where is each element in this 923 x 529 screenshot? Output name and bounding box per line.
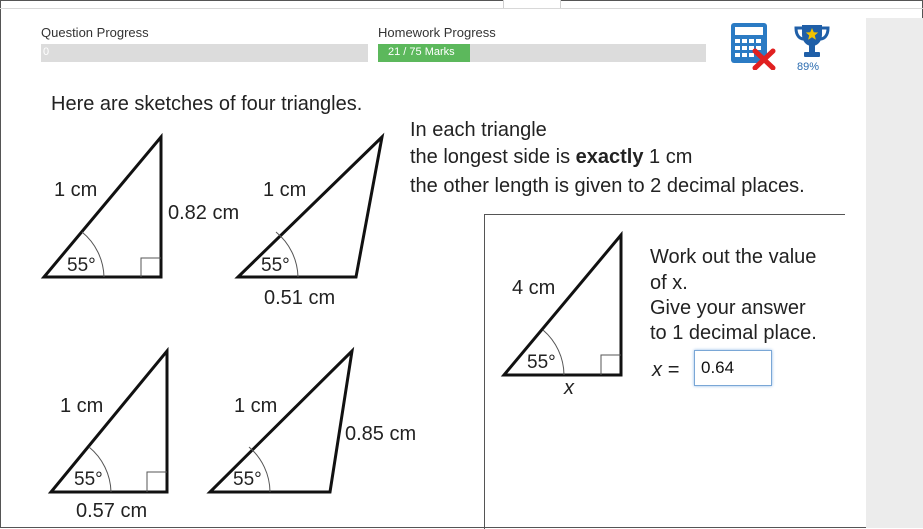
tri1-hyp-label: 1 cm — [54, 179, 98, 201]
right-angle-marker-3 — [147, 472, 167, 492]
info-line-3: the other length is given to 2 decimal places. — [410, 175, 805, 197]
tri2-hyp-label: 1 cm — [263, 179, 307, 201]
work-instruction-2: of x. — [650, 272, 688, 294]
tri3-side-label: 0.57 cm — [76, 500, 148, 522]
tri4-side-label: 0.85 cm — [345, 423, 417, 445]
answer-label: x = — [652, 359, 680, 381]
homework-progress-value: 21 / 75 Marks — [388, 46, 455, 58]
question-progress-value: 0 — [43, 46, 50, 58]
work-instruction-4: to 1 decimal place. — [650, 322, 817, 344]
tri2-side-label: 0.51 cm — [264, 287, 336, 309]
tri3-angle-label: 55° — [74, 469, 103, 490]
question-progress-label: Question Progress — [41, 25, 149, 40]
triangle-2 — [238, 137, 382, 277]
work-angle-label: 55° — [527, 352, 556, 373]
tri2-angle-label: 55° — [261, 255, 290, 276]
work-instruction-1: Work out the value — [650, 246, 817, 268]
tri4-hyp-label: 1 cm — [234, 395, 278, 417]
triangle-3 — [51, 351, 167, 492]
work-unknown-label: x — [564, 377, 574, 399]
triangle-4 — [210, 351, 352, 492]
trophy-percent: 89% — [797, 61, 820, 73]
work-instruction-3: Give your answer — [650, 297, 806, 319]
triangle-1 — [44, 137, 161, 277]
tri1-angle-label: 55° — [67, 255, 96, 276]
question-intro: Here are sketches of four triangles. — [51, 93, 363, 115]
info-line-1: In each triangle — [410, 119, 547, 141]
tri3-hyp-label: 1 cm — [60, 395, 104, 417]
tri4-angle-label: 55° — [233, 469, 262, 490]
homework-progress-label: Homework Progress — [378, 25, 496, 40]
answer-input[interactable] — [694, 350, 772, 386]
info-line-2: the longest side is exactly 1 cm — [410, 146, 693, 168]
work-hyp-label: 4 cm — [512, 277, 556, 299]
tri1-side-label: 0.82 cm — [168, 202, 240, 224]
right-angle-marker-1 — [141, 258, 161, 277]
